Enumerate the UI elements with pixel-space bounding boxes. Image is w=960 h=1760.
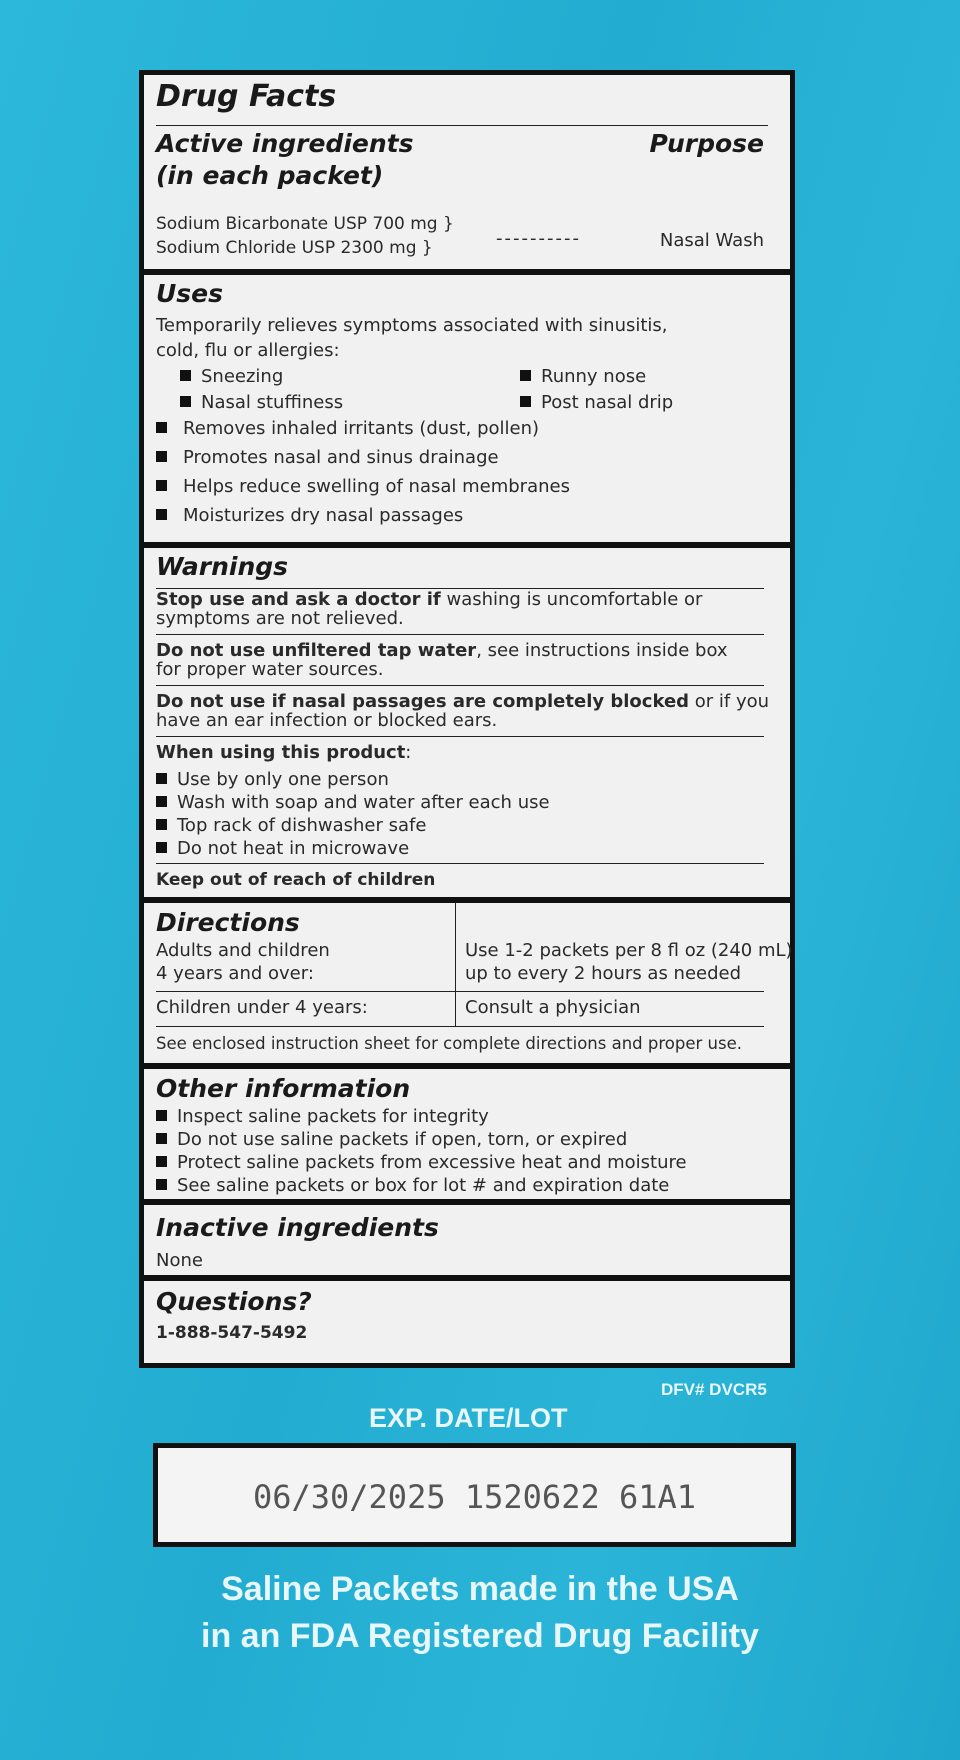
other-information-section bbox=[144, 1069, 790, 1205]
uses-sub-item: Runny nose bbox=[520, 366, 646, 387]
bullet-square-icon bbox=[156, 480, 167, 491]
directions-adults-label-line1: Adults and children bbox=[156, 940, 330, 961]
bullet-square-icon bbox=[156, 1110, 167, 1121]
other-information-item: See saline packets or box for lot # and expiration date bbox=[156, 1175, 669, 1196]
warnings-divider bbox=[156, 685, 764, 686]
directions-note: See enclosed instruction sheet for complete directions and proper use. bbox=[156, 1034, 742, 1053]
warning-blocked: Do not use if nasal passages are completely blocked or if you bbox=[156, 691, 770, 712]
directions-row-divider bbox=[156, 991, 764, 992]
bullet-square-icon bbox=[156, 796, 167, 807]
active-heading-line2: (in each packet) bbox=[156, 161, 384, 190]
bullet-square-icon bbox=[156, 1156, 167, 1167]
inactive-ingredients-value: None bbox=[156, 1250, 203, 1271]
when-using-heading: When using this product: bbox=[156, 742, 412, 763]
bullet-square-icon bbox=[156, 1179, 167, 1190]
uses-sub-item: Post nasal drip bbox=[520, 392, 673, 413]
exp-date-lot-label: EXP. DATE/LOT bbox=[369, 1403, 568, 1433]
uses-intro-line2: cold, flu or allergies: bbox=[156, 340, 340, 361]
directions-children-label: Children under 4 years: bbox=[156, 997, 368, 1018]
inactive-ingredients-heading: Inactive ingredients bbox=[156, 1213, 439, 1242]
other-information-item: Inspect saline packets for integrity bbox=[156, 1106, 489, 1127]
footer-line-1: Saline Packets made in the USA bbox=[221, 1570, 739, 1608]
purpose-heading: Purpose bbox=[649, 129, 764, 158]
active-ingredients-section bbox=[144, 75, 790, 275]
directions-children-dose: Consult a physician bbox=[465, 997, 641, 1018]
warning-tap-water: Do not use unfiltered tap water, see instructions inside box bbox=[156, 640, 728, 661]
purpose-value: Nasal Wash bbox=[659, 230, 764, 251]
questions-heading: Questions? bbox=[156, 1287, 312, 1316]
bullet-square-icon bbox=[520, 370, 531, 381]
warnings-section bbox=[144, 548, 790, 903]
bullet-square-icon bbox=[156, 509, 167, 520]
when-using-item: Wash with soap and water after each use bbox=[156, 792, 550, 813]
warnings-heading: Warnings bbox=[156, 552, 289, 581]
directions-adults-dose-line1: Use 1-2 packets per 8 fl oz (240 mL) bbox=[465, 940, 793, 961]
uses-sub-item: Nasal stuffiness bbox=[180, 392, 343, 413]
inactive-ingredients-section bbox=[144, 1205, 790, 1281]
warnings-divider bbox=[156, 736, 764, 737]
when-using-item: Top rack of dishwasher safe bbox=[156, 815, 426, 836]
exp-date-lot-box bbox=[153, 1443, 796, 1547]
bullet-square-icon bbox=[180, 370, 191, 381]
bullet-square-icon bbox=[156, 842, 167, 853]
directions-adults-dose-line2: up to every 2 hours as needed bbox=[465, 963, 742, 984]
warning-blocked-line2: have an ear infection or blocked ears. bbox=[156, 710, 498, 731]
uses-item: Promotes nasal and sinus drainage bbox=[156, 447, 499, 468]
other-information-item: Protect saline packets from excessive heat and moisture bbox=[156, 1152, 687, 1173]
uses-item: Removes inhaled irritants (dust, pollen) bbox=[156, 418, 539, 439]
uses-intro-line1: Temporarily relieves symptoms associated with sinusitis, bbox=[156, 315, 668, 336]
purpose-leader: ---------- bbox=[496, 228, 581, 249]
bullet-square-icon bbox=[156, 1133, 167, 1144]
drug-facts-title: Drug Facts bbox=[156, 79, 337, 114]
uses-section bbox=[144, 275, 790, 548]
warning-tap-water-line2: for proper water sources. bbox=[156, 659, 384, 680]
ingredient-1: Sodium Bicarbonate USP 700 mg } bbox=[156, 214, 454, 234]
keep-out-of-reach: Keep out of reach of children bbox=[156, 870, 436, 890]
ingredient-2: Sodium Chloride USP 2300 mg } bbox=[156, 238, 433, 258]
bullet-square-icon bbox=[156, 819, 167, 830]
title-divider bbox=[156, 125, 768, 126]
warning-stop-use-line2: symptoms are not relieved. bbox=[156, 608, 404, 629]
footer-line-2: in an FDA Registered Drug Facility bbox=[201, 1617, 759, 1655]
bullet-square-icon bbox=[520, 396, 531, 407]
directions-heading: Directions bbox=[156, 908, 300, 937]
questions-section bbox=[144, 1281, 790, 1363]
warnings-divider bbox=[156, 634, 764, 635]
directions-section bbox=[144, 903, 793, 1069]
uses-item: Helps reduce swelling of nasal membranes bbox=[156, 476, 570, 497]
bullet-square-icon bbox=[156, 422, 167, 433]
other-information-item: Do not use saline packets if open, torn, or expired bbox=[156, 1129, 627, 1150]
active-heading-line1: Active ingredients bbox=[156, 129, 414, 158]
when-using-item: Use by only one person bbox=[156, 769, 389, 790]
warning-stop-use: Stop use and ask a doctor if washing is uncomfortable or bbox=[156, 589, 703, 610]
uses-item: Moisturizes dry nasal passages bbox=[156, 505, 463, 526]
bullet-square-icon bbox=[156, 773, 167, 784]
drug-facts-panel bbox=[139, 70, 795, 1368]
questions-phone: 1-888-547-5492 bbox=[156, 1323, 308, 1343]
dfv-code: DFV# DVCR5 bbox=[661, 1380, 767, 1399]
exp-date-lot-value: 06/30/2025 1520622 61A1 bbox=[252, 1478, 697, 1516]
when-using-item: Do not heat in microwave bbox=[156, 838, 409, 859]
bullet-square-icon bbox=[156, 451, 167, 462]
bullet-square-icon bbox=[180, 396, 191, 407]
directions-column-divider bbox=[455, 903, 456, 1027]
uses-heading: Uses bbox=[156, 279, 224, 308]
uses-sub-item: Sneezing bbox=[180, 366, 283, 387]
other-information-heading: Other information bbox=[156, 1074, 411, 1103]
directions-row-divider bbox=[156, 1026, 764, 1027]
directions-adults-label-line2: 4 years and over: bbox=[156, 963, 314, 984]
warnings-divider bbox=[156, 863, 764, 864]
